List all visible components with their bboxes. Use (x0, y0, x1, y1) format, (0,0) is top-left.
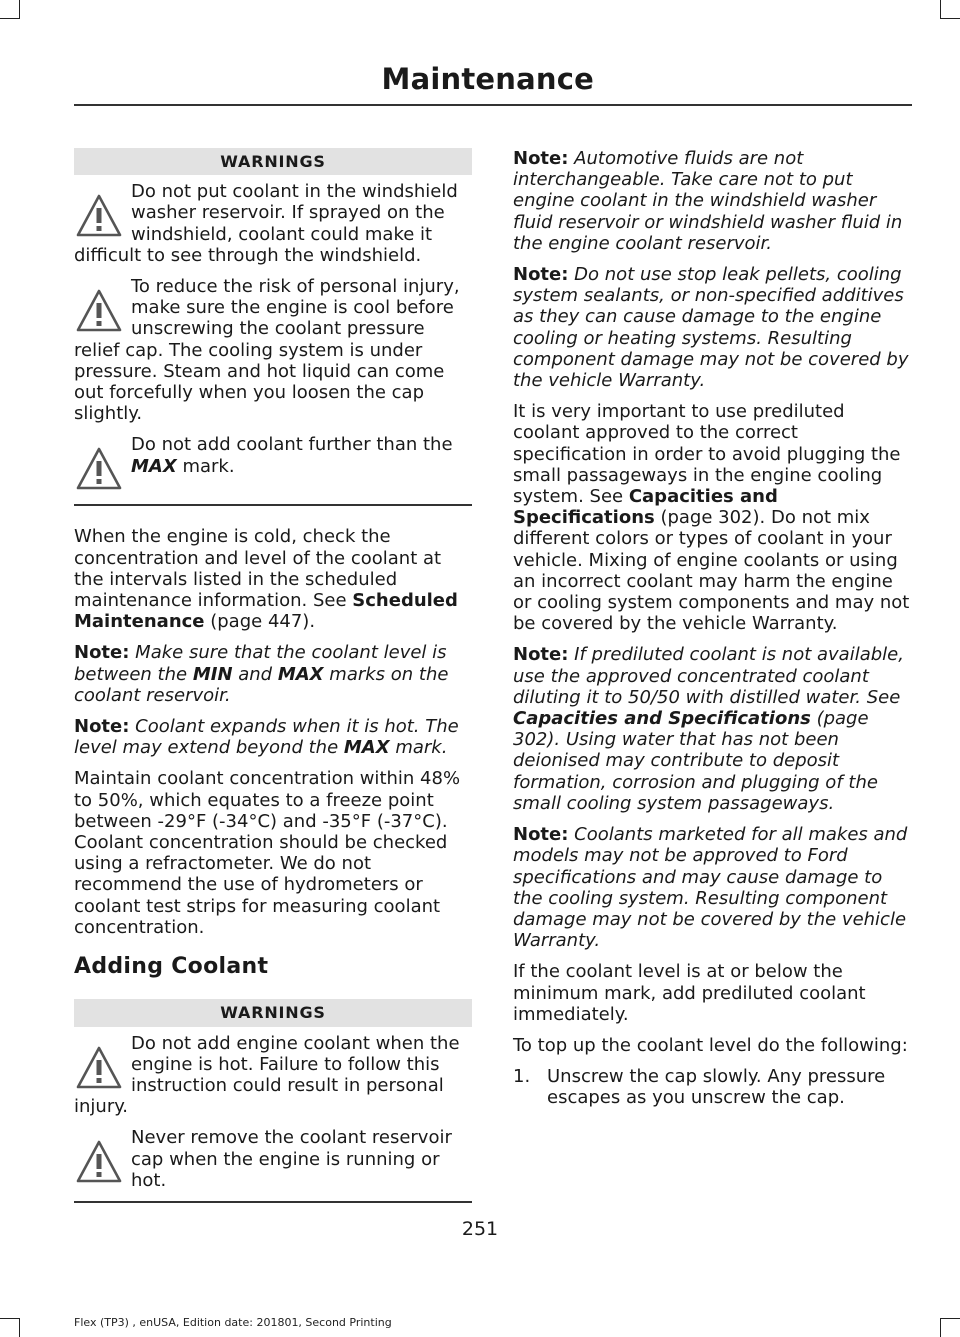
crop-mark (940, 1318, 941, 1337)
list-text: Unscrew the cap slowly. Any pressure escapes as you unscrew the cap. (547, 1066, 886, 1109)
list-number: 1. (513, 1066, 531, 1088)
section-heading: Adding Coolant (74, 954, 269, 980)
note (513, 148, 911, 254)
crop-mark (19, 1318, 20, 1337)
section-rule (74, 1201, 472, 1203)
note (74, 642, 472, 706)
page-number: 251 (461, 1218, 499, 1240)
note-label: Note: (74, 716, 130, 738)
warning-text: Do not add coolant further than the (131, 434, 453, 456)
warning-triangle-icon (74, 191, 124, 241)
note (513, 824, 911, 951)
max-mark: MAX (277, 663, 324, 685)
crop-mark (0, 1318, 19, 1319)
paragraph (74, 526, 472, 632)
header-rule (74, 104, 912, 106)
warning-item (74, 181, 472, 266)
paragraph-text: (page 302). Do not mix different colors or types of coolant in your vehicle. Mixing of engine coolants or using an incorrect coolant may harm the engine or cooling system components and may not be covered by the vehicle Warranty. (513, 507, 910, 635)
capacities-specifications-link[interactable]: Capacities and Specifications (513, 708, 811, 730)
note-text: Do not use stop leak pellets, cooling system sealants, or non-specified additives as they can cause damage to the engine cooling or heating systems. Resulting component damage may not be covered by the vehicle Warranty. (513, 264, 909, 392)
paragraph (513, 401, 911, 634)
warning-text: To reduce the risk of personal injury, make sure the engine is cool before unscrewing the coolant pressure relief cap. The cooling system is under pressure. Steam and hot liquid can come out forcefully when you loosen the cap slightly. (74, 276, 460, 425)
warning-triangle-icon (74, 1043, 124, 1093)
max-mark: MAX (343, 737, 390, 759)
left-column (74, 148, 472, 1223)
list-item (513, 1066, 911, 1108)
crop-mark (940, 0, 941, 19)
right-column (513, 148, 911, 1109)
note-text: Automotive fluids are not interchangeable. Take care not to put engine coolant in the windshield washer fluid reservoir or windshield washer fluid in the engine coolant reservoir. (513, 148, 903, 254)
paragraph: Maintain coolant concentration within 48% to 50%, which equates to a freeze point between -29°F (-34°C) and -35°F (-37°C). Coolant concentration should be checked using a refractometer. We do not recommend the use of hydrometers or coolant test strips for measuring coolant concentration. (74, 768, 461, 938)
note (513, 264, 911, 391)
crop-mark (941, 18, 960, 19)
warning-text: mark. (176, 455, 235, 477)
note-text: and (232, 663, 278, 685)
note-text: (page 302). Using water that has not been deionised may contribute to deposit formation, corrosion and plugging of the small cooling system passageways. (513, 708, 878, 814)
note-text: Coolant expands when it is hot. The level may extend beyond the (74, 716, 459, 759)
paragraph-text: (page 447). (204, 611, 316, 633)
crop-mark (19, 0, 20, 19)
edition-footer: Flex (TP3) , enUSA, Edition date: 201801, Second Printing (74, 1316, 392, 1329)
scheduled-maintenance-link[interactable]: Scheduled Maintenance (74, 590, 458, 633)
warning-item (74, 276, 472, 424)
warning-item (74, 1127, 472, 1191)
paragraph-text: It is very important to use prediluted coolant approved to the correct specification in order to avoid plugging the small passageways in the engine cooling system. See (513, 401, 901, 508)
page-title: Maintenance (381, 62, 594, 96)
warnings-header: WARNINGS (74, 999, 472, 1026)
note-label: Note: (513, 824, 569, 846)
warning-item (74, 1033, 472, 1118)
paragraph: If the coolant level is at or below the minimum mark, add prediluted coolant immediately. (513, 961, 866, 1025)
paragraph: To top up the coolant level do the following: (513, 1034, 908, 1056)
warnings-header: WARNINGS (74, 148, 472, 175)
warning-triangle-icon (74, 444, 124, 494)
note-label: Note: (74, 642, 130, 664)
note (513, 644, 911, 814)
min-mark: MIN (192, 663, 233, 685)
note-label: Note: (513, 264, 569, 286)
warning-text: Never remove the coolant reservoir cap when the engine is running or hot. (131, 1127, 452, 1191)
capacities-specifications-link[interactable]: Capacities and Specifications (513, 486, 778, 529)
crop-mark (941, 1318, 960, 1319)
note-label: Note: (513, 148, 569, 169)
crop-mark (0, 18, 19, 19)
warning-item (74, 434, 472, 494)
note-text: Coolants marketed for all makes and models may not be approved to Ford specifications and may cause damage to the cooling system. Resulting component damage may not be covered by the vehicle Warranty. (513, 824, 908, 952)
warning-triangle-icon (74, 1137, 124, 1187)
paragraph-text: When the engine is cold, check the concentration and level of the coolant at the intervals listed in the scheduled maintenance information. See (74, 526, 442, 612)
section-rule (74, 504, 472, 506)
max-mark: MAX (131, 455, 177, 477)
note-text: If prediluted coolant is not available, use the approved concentrated coolant diluting it to 50/50 with distilled water. See (513, 644, 904, 708)
note-label: Note: (513, 644, 569, 666)
note-text: marks on the coolant reservoir. (74, 663, 449, 706)
note-text: Make sure that the coolant level is between the (74, 642, 447, 685)
warning-text: Do not put coolant in the windshield washer reservoir. If sprayed on the windshield, coolant could make it difficult to see through the windshield. (74, 181, 458, 266)
warning-text: Do not add engine coolant when the engine is hot. Failure to follow this instruction could result in personal injury. (74, 1032, 460, 1118)
note (74, 716, 472, 758)
warning-triangle-icon (74, 286, 124, 336)
note-text: mark. (389, 737, 448, 759)
